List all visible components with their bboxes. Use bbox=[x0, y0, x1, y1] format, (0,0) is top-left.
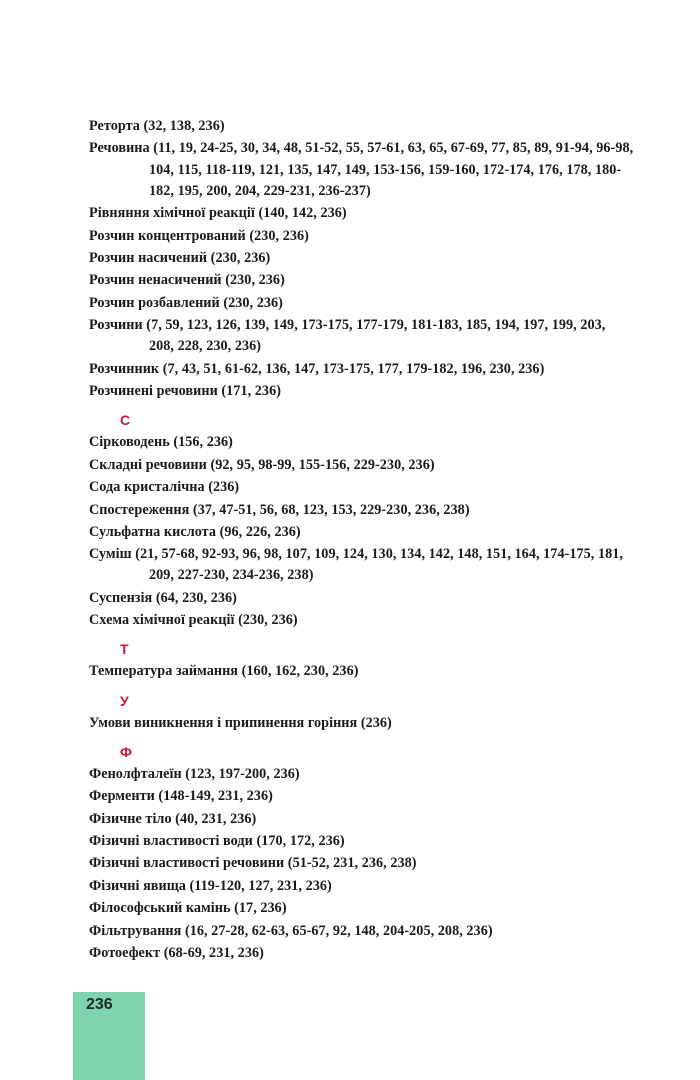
index-entry: Розчин ненасичений (230, 236) bbox=[89, 272, 285, 289]
index-entry: Спостереження (37, 47-51, 56, 68, 123, 153, 229-230, 236, 238) bbox=[89, 501, 470, 518]
index-entry: Умови виникнення і припинення горіння (236) bbox=[89, 714, 392, 731]
index-entry: Суспензія (64, 230, 236) bbox=[89, 589, 237, 606]
index-entry: Фізичні явища (119-120, 127, 231, 236) bbox=[89, 877, 332, 894]
section-letter: С bbox=[120, 412, 131, 429]
index-group-s bbox=[89, 410, 634, 631]
index-entry: Фізичне тіло (40, 231, 236) bbox=[89, 810, 257, 827]
index-entry: Філософський камінь (17, 236) bbox=[89, 900, 287, 917]
index-entry: Сульфатна кислота (96, 226, 236) bbox=[89, 523, 301, 540]
section-letter: У bbox=[120, 692, 129, 709]
index-entry: Ферменти (148-149, 231, 236) bbox=[89, 788, 273, 805]
index-entry: Розчинені речовини (171, 236) bbox=[89, 383, 281, 400]
index-entry: Фотоефект (68-69, 231, 236) bbox=[89, 945, 264, 961]
page-number-tab bbox=[73, 992, 145, 1080]
page-number: 236 bbox=[86, 996, 113, 1013]
index-entry: Фізичні властивості речовини (51-52, 231, 236, 238) bbox=[89, 855, 417, 872]
index-entry: Розчин концентрований (230, 236) bbox=[89, 227, 309, 244]
index-entry: Фенолфталеїн (123, 197-200, 236) bbox=[89, 765, 300, 782]
index-entry: Розчинник (7, 43, 51, 61-62, 136, 147, 173-175, 177, 179-182, 196, 230, 236) bbox=[89, 360, 545, 377]
subject-index bbox=[89, 116, 634, 965]
index-group-t bbox=[89, 639, 634, 682]
index-entry: Розчини (7, 59, 123, 126, 139, 149, 173-175, 177-179, 181-183, 185, 194, 197, 199, 203, 208, 228, 230, 236) bbox=[89, 317, 606, 355]
index-group-f bbox=[89, 742, 634, 964]
index-entry: Розчин насичений (230, 236) bbox=[89, 249, 271, 266]
index-entry: Схема хімічної реакції (230, 236) bbox=[89, 612, 298, 629]
index-entry: Розчин розбавлений (230, 236) bbox=[89, 294, 283, 311]
index-entry: Речовина (11, 19, 24-25, 30, 34, 48, 51-52, 55, 57-61, 63, 65, 67-69, 77, 85, 89, 91-94, 96-98, 104, 115, 118-119, 121, 135, 147, 149, 153-156, 159-160, 172-174, 176, 178, 180-182, 195, 200, 204, 229-231, 236-237) bbox=[89, 140, 634, 199]
index-entry: Сода кристалічна (236) bbox=[89, 479, 240, 496]
index-entry: Фізичні властивості води (170, 172, 236) bbox=[89, 833, 345, 850]
section-letter: Т bbox=[120, 641, 129, 658]
section-letter: Ф bbox=[120, 743, 132, 760]
index-group-u bbox=[89, 691, 634, 734]
index-entry: Реторта (32, 138, 236) bbox=[89, 118, 225, 134]
index-entry: Сірководень (156, 236) bbox=[89, 434, 233, 451]
index-entry: Складні речовини (92, 95, 98-99, 155-156, 229-230, 236) bbox=[89, 456, 435, 473]
index-entry: Фільтрування (16, 27-28, 62-63, 65-67, 92, 148, 204-205, 208, 236) bbox=[89, 922, 493, 939]
index-entry: Температура займання (160, 162, 230, 236) bbox=[89, 663, 359, 680]
index-entry: Рівняння хімічної реакції (140, 142, 236) bbox=[89, 205, 347, 222]
index-group-r bbox=[89, 116, 634, 402]
index-entry: Суміш (21, 57-68, 92-93, 96, 98, 107, 109, 124, 130, 134, 142, 148, 151, 164, 174-175, 181, 209, 227-230, 234-236, 238) bbox=[89, 546, 624, 584]
